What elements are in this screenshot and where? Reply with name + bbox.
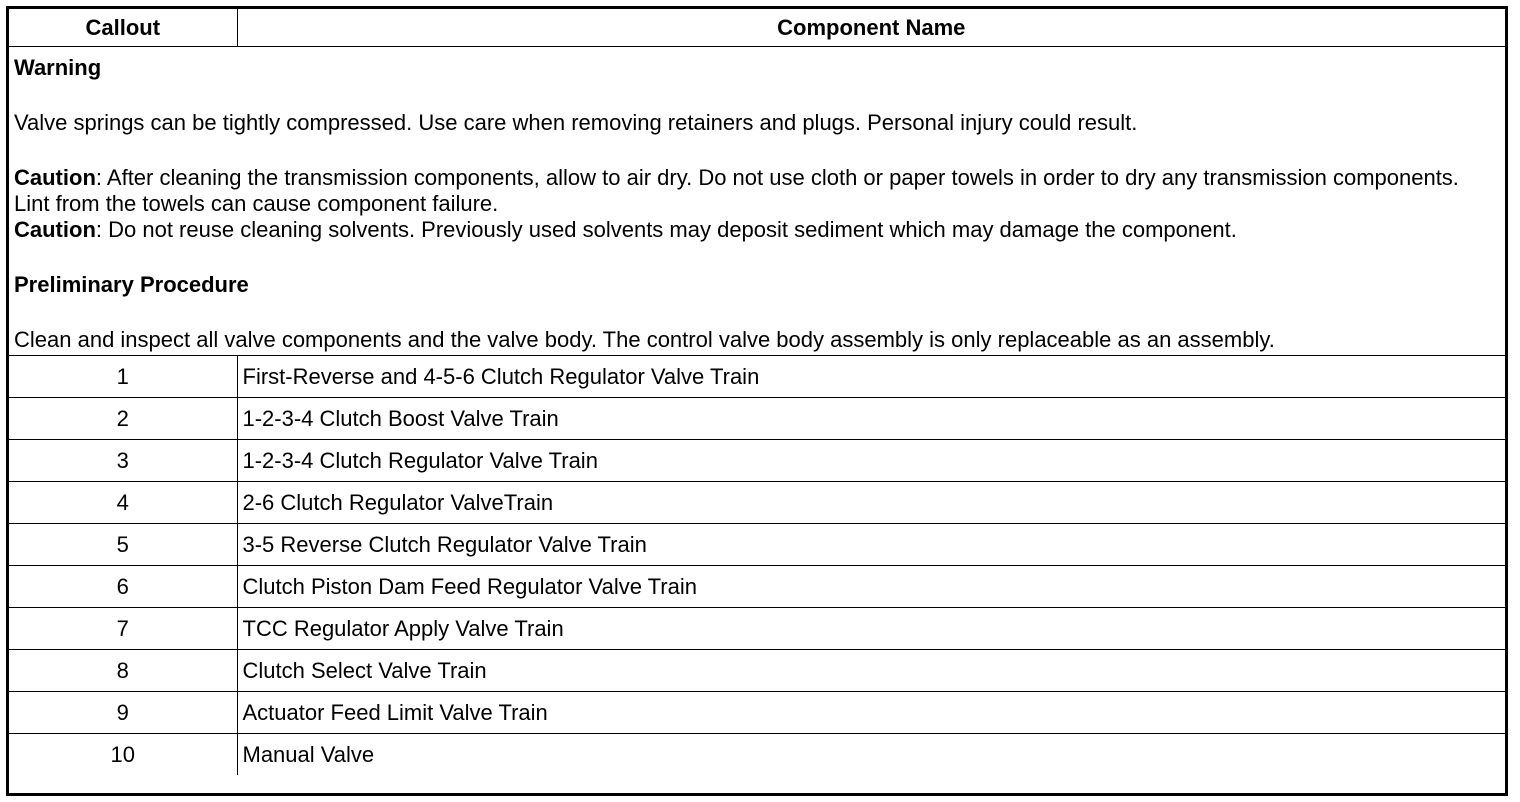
callout-cell: 7	[9, 608, 237, 650]
warning-text: Valve springs can be tightly compressed. Use care when removing retainers and plugs. Personal injury could result.	[14, 110, 1138, 135]
caution-text-2: : Do not reuse cleaning solvents. Previously used solvents may deposit sediment which may damage the component.	[95, 217, 1237, 242]
component-name-cell: 2-6 Clutch Regulator ValveTrain	[237, 482, 1505, 524]
component-name-cell: Manual Valve	[237, 734, 1505, 776]
component-name-cell: Clutch Select Valve Train	[237, 650, 1505, 692]
component-name-cell: First-Reverse and 4-5-6 Clutch Regulator Valve Train	[237, 356, 1505, 398]
callout-cell: 6	[9, 566, 237, 608]
component-name-cell: 1-2-3-4 Clutch Regulator Valve Train	[237, 440, 1505, 482]
component-name-cell: Actuator Feed Limit Valve Train	[237, 692, 1505, 734]
caution-note-2	[14, 217, 1499, 243]
table-row	[9, 440, 1505, 482]
component-name-cell: TCC Regulator Apply Valve Train	[237, 608, 1505, 650]
component-name-cell: 3-5 Reverse Clutch Regulator Valve Train	[237, 524, 1505, 566]
callout-cell: 3	[9, 440, 237, 482]
table-row	[9, 734, 1505, 776]
table-row	[9, 398, 1505, 440]
table-row	[9, 566, 1505, 608]
callout-cell: 5	[9, 524, 237, 566]
table-row	[9, 524, 1505, 566]
component-name-cell: Clutch Piston Dam Feed Regulator Valve Train	[237, 566, 1505, 608]
component-table-frame	[6, 6, 1508, 796]
procedure-text: Clean and inspect all valve components and the valve body. The control valve body assembly is only replaceable as an assembly.	[14, 327, 1275, 352]
caution-note-1	[14, 165, 1499, 217]
caution-text-1: : After cleaning the transmission components, allow to air dry. Do not use cloth or paper towels in order to dry any transmission components. Lint from the towels can cause component failure.	[14, 165, 1459, 216]
header-component-name: Component Name	[237, 9, 1505, 47]
table-row	[9, 482, 1505, 524]
procedure-heading: Preliminary Procedure	[14, 272, 249, 297]
caution-label-2: Caution	[14, 217, 96, 242]
callout-cell: 9	[9, 692, 237, 734]
callout-cell: 8	[9, 650, 237, 692]
table-row	[9, 608, 1505, 650]
callout-cell: 1	[9, 356, 237, 398]
table-row	[9, 650, 1505, 692]
caution-label-1: Caution	[14, 165, 96, 190]
header-row	[9, 9, 1505, 47]
table-row	[9, 356, 1505, 398]
component-name-cell: 1-2-3-4 Clutch Boost Valve Train	[237, 398, 1505, 440]
notes-row	[9, 47, 1505, 356]
table-row	[9, 692, 1505, 734]
warning-heading: Warning	[14, 55, 102, 80]
callout-cell: 10	[9, 734, 237, 776]
notes-cell	[9, 47, 1505, 356]
callout-cell: 4	[9, 482, 237, 524]
header-callout: Callout	[9, 9, 237, 47]
component-table	[9, 9, 1505, 775]
callout-cell: 2	[9, 398, 237, 440]
